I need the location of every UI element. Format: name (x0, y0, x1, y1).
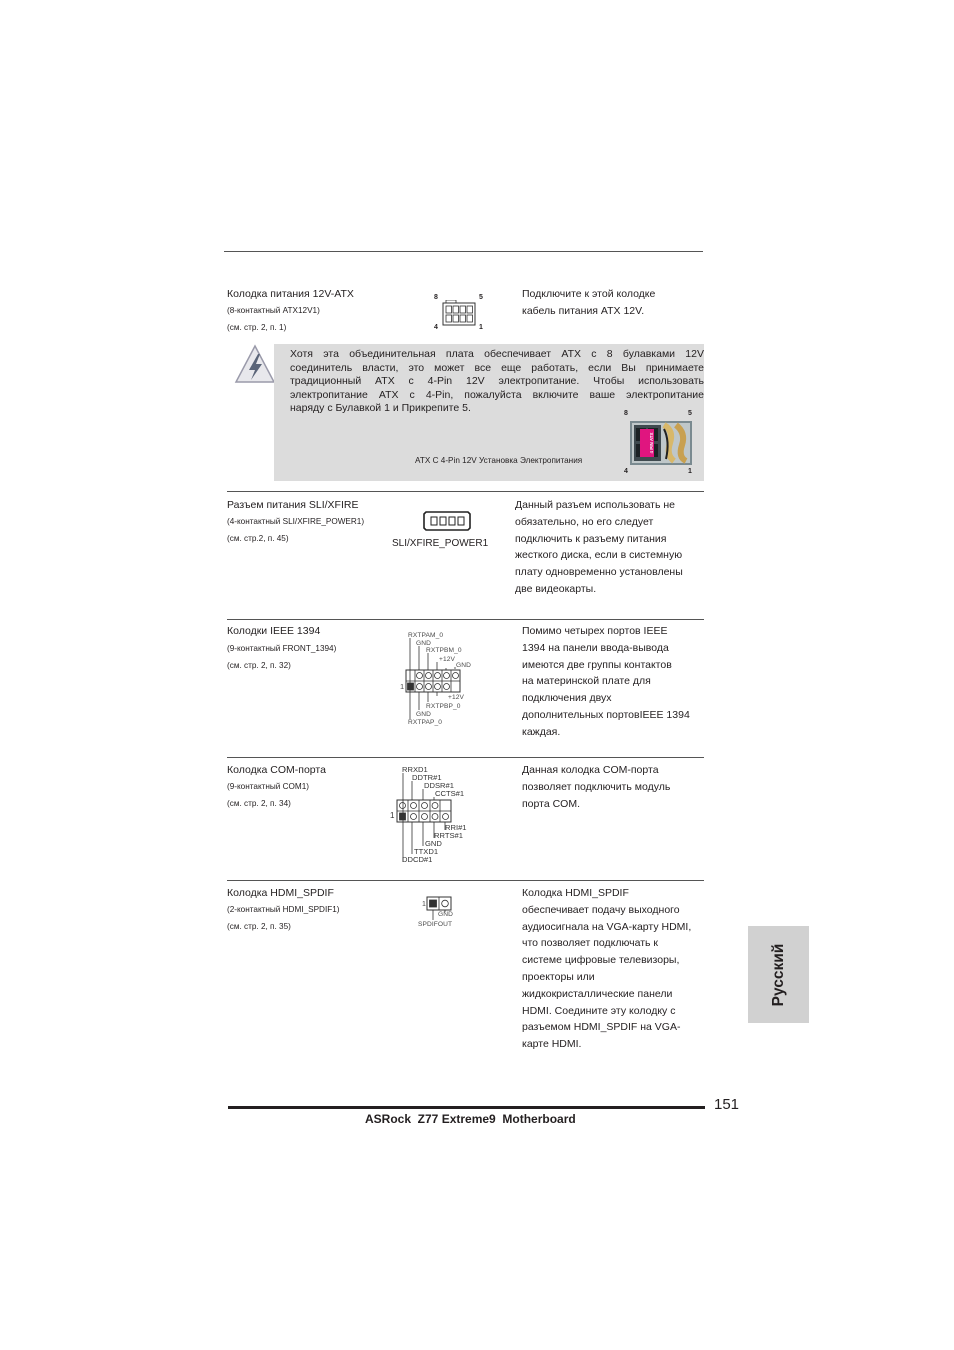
page-number: 151 (714, 1096, 740, 1113)
sli-power-connector-icon (422, 510, 472, 532)
desc-line: проекторы или (522, 970, 595, 983)
desc-line: дополнительных портовIEEE 1394 (522, 708, 690, 721)
pin-label: RXTPBM_0 (426, 647, 462, 654)
pin-label: RRI#1 (445, 823, 467, 832)
atx-title: Колодка питания 12V-ATX (227, 288, 354, 300)
atx-subtitle: (8-контактный ATX12V1) (227, 306, 320, 315)
desc-line: аудиосигнала на VGA-карту HDMI, (522, 920, 692, 933)
pin-label: GND (425, 839, 442, 848)
pin-label: 1 (400, 682, 405, 691)
pin-label: 8 (624, 410, 628, 417)
language-side-tab (748, 926, 809, 1023)
desc-line: обеспечивает подачу выходного (522, 903, 680, 916)
pin-label: RXTPBP_0 (426, 703, 461, 710)
top-rule (224, 251, 703, 252)
note-text (290, 348, 704, 416)
desc-line: порта COM. (522, 797, 580, 810)
language-label: Русский (769, 943, 787, 1006)
pin-label: 4 (434, 324, 438, 331)
pin-label: 1 (390, 811, 395, 820)
hdmi-title: Колодка HDMI_SPDIF (227, 887, 334, 899)
desc-line: системе цифровые телевизоры, (522, 954, 680, 967)
pin-label: TTXD1 (414, 847, 439, 856)
ieee-description (522, 623, 690, 741)
warning-triangle-icon (234, 344, 276, 386)
note-line: традиционный ATX с 4-Pin 12V электропитание. Чтобы использовать (290, 375, 704, 388)
note-line: наряду с Булавкой 1 и Прикрепите 5. (290, 402, 471, 415)
pin-label: 1 (422, 901, 426, 908)
pin-label: DDCD#1 (402, 855, 433, 864)
desc-line: подключить к разъему питания (515, 532, 667, 545)
hdmi-subtitle: (2-контактный HDMI_SPDIF1) (227, 905, 340, 914)
desc-line: Колодка HDMI_SPDIF (522, 887, 629, 899)
pin-label: 4 (624, 468, 628, 475)
pin-label: 5 (479, 294, 483, 301)
desc-line: жесткого диска, если в системную (515, 549, 683, 562)
pin-label: GND (456, 662, 471, 669)
hdmi-description (522, 885, 691, 1053)
note-line: соединитель власти, это может все еще работать, если Вы принимаете (290, 361, 704, 374)
note-box (274, 344, 704, 481)
sli-description (515, 497, 683, 598)
desc-line: что позволяет подключать к (522, 937, 659, 950)
sli-connector-label: SLI/XFIRE_POWER1 (392, 538, 489, 549)
footer-rule (228, 1106, 705, 1109)
note-line: Хотя эта объединительная плата обеспечивает ATX с 8 булавками 12V (290, 348, 704, 360)
desc-line: плату одновременно установлены (515, 566, 683, 579)
desc-line: жидкокристаллические панели (522, 987, 673, 1000)
pin-label: SPDIFOUT (418, 921, 453, 928)
desc-line: позволяет подключить модуль (522, 780, 671, 793)
sli-title: Разъем питания SLI/XFIRE (227, 499, 359, 511)
desc-line: имеются две группы контактов (522, 658, 672, 671)
pin-label: +12V (439, 656, 455, 663)
pin-label: GND (416, 640, 431, 647)
pin-label: GND (416, 711, 431, 718)
sli-page-ref: (см. стр.2, п. 45) (227, 534, 289, 543)
atx-4pin-photo-icon (630, 421, 692, 465)
pin-label: DDSR#1 (424, 781, 454, 790)
pin-label: 1 (479, 324, 483, 331)
desc-line: 1394 на панели ввода-вывода (522, 641, 669, 654)
desc-line: обязательно, но его следует (515, 515, 654, 528)
section-rule (227, 757, 704, 758)
connector-8pin-icon (441, 300, 477, 328)
pin-label: +12V (448, 694, 464, 701)
desc-line: каждая. (522, 725, 561, 738)
desc-line: подключения двух (522, 692, 612, 705)
pin-label: RRXD1 (402, 765, 428, 774)
ieee-page-ref: (см. стр. 2, п. 32) (227, 661, 291, 670)
com-pinout-diagram (388, 764, 488, 868)
note-line: электропитание ATX с 4-Pin, пожалуйста включите ваше электропитание (290, 388, 704, 401)
desc-line: Помимо четырех портов IEEE (522, 625, 668, 637)
photo-label: 4 PIN ATX (649, 432, 654, 454)
pin-label: GND (438, 911, 453, 918)
atx-description (522, 286, 655, 320)
pin-label: RXTPAP_0 (408, 719, 443, 726)
ieee1394-header-icon (396, 630, 496, 730)
com-page-ref: (см. стр. 2, п. 34) (227, 799, 291, 808)
atx-page-ref: (см. стр. 2, п. 1) (227, 323, 287, 332)
ieee1394-pinout-diagram (396, 630, 496, 730)
com-title: Колодка COM-порта (227, 764, 326, 776)
pin-label: RXTPAM_0 (408, 632, 444, 639)
desc-line: Подключите к этой колодке (522, 288, 656, 300)
ieee-subtitle: (9-контактный FRONT_1394) (227, 644, 337, 653)
pin-label: 1 (688, 468, 692, 475)
desc-line: кабель питания ATX 12V. (522, 304, 645, 317)
desc-line: Данный разъем использовать не (515, 499, 676, 511)
desc-line: разъемом HDMI_SPDIF на VGA- (522, 1021, 681, 1034)
ieee-title: Колодки IEEE 1394 (227, 625, 321, 637)
hdmi-page-ref: (см. стр. 2, п. 35) (227, 922, 291, 931)
pin-label: DDTR#1 (412, 773, 442, 782)
com-subtitle: (9-контактный COM1) (227, 782, 310, 791)
section-rule (227, 619, 704, 620)
section-rule (227, 880, 704, 881)
pin-label: 8 (434, 294, 438, 301)
desc-line: Данная колодка COM-порта (522, 764, 659, 776)
desc-line: две видеокарты. (515, 582, 597, 595)
pin-label: CCTS#1 (435, 789, 465, 798)
desc-line: HDMI. Соедините эту колодку с (522, 1004, 676, 1017)
footer-product-name: ASRock Z77 Extreme9 Motherboard (365, 1112, 576, 1126)
hdmi-spdif-pinout-diagram (416, 894, 476, 934)
atx12v-connector-diagram (430, 294, 490, 334)
desc-line: на материнской плате для (522, 675, 651, 688)
desc-line: карте HDMI. (522, 1038, 582, 1051)
note-caption: ATX С 4-Pin 12V Установка Электропитания (415, 456, 583, 465)
com-description (522, 762, 670, 812)
sli-subtitle: (4-контактный SLI/XFIRE_POWER1) (227, 517, 365, 526)
section-rule (227, 491, 704, 492)
pin-label: 5 (688, 410, 692, 417)
pin-label: RRTS#1 (434, 831, 463, 840)
